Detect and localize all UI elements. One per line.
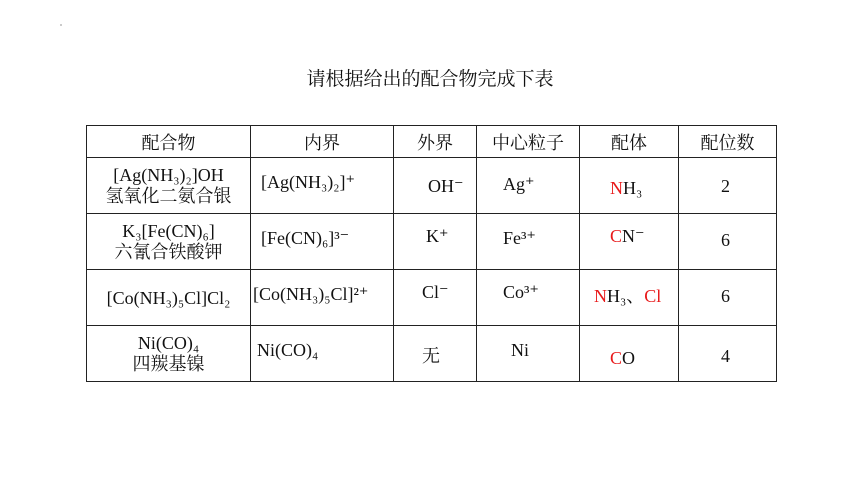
ligand-donor-atom: C — [610, 348, 623, 368]
inner-sphere-value: [Ag(NH₃)₂]⁺ — [261, 172, 356, 192]
inner-sphere-value: Ni(CO)₄ — [257, 340, 319, 360]
central-particle-value: Ni — [511, 340, 529, 360]
inner-sphere-value: [Co(NH₃)₅Cl]²⁺ — [253, 284, 369, 304]
header-compound: 配合物 — [87, 126, 251, 158]
header-central-particle: 中心粒子 — [477, 126, 580, 158]
ligand-value — [610, 348, 635, 369]
page-title: 请根据给出的配合物完成下表 — [306, 68, 554, 90]
ligand-value — [610, 178, 642, 199]
outer-cell — [394, 270, 477, 326]
ligand-rest: H₃ — [623, 178, 643, 198]
ligand-rest: N⁻ — [622, 226, 645, 246]
ligand-cell — [580, 270, 679, 326]
cn-cell — [679, 326, 777, 382]
coordination-number-value: 2 — [721, 176, 730, 196]
compound-cell — [87, 270, 251, 326]
coordination-number-value: 6 — [721, 286, 730, 306]
compound-formula: [Ag(NH₃)₂]OH — [113, 164, 224, 185]
outer-sphere-value: OH⁻ — [428, 176, 464, 196]
inner-cell — [251, 214, 394, 270]
center-cell — [477, 270, 580, 326]
ligand-cell — [580, 158, 679, 214]
ligand-rest: H₃、 — [607, 286, 645, 306]
ligand-cell — [580, 214, 679, 270]
decorative-dot — [60, 24, 62, 26]
header-outer-sphere: 外界 — [394, 126, 477, 158]
coordination-number-value: 4 — [721, 346, 730, 366]
compound-cell — [87, 158, 251, 214]
ligand-donor-atom: N — [594, 286, 607, 306]
inner-cell — [251, 158, 394, 214]
header-inner-sphere: 内界 — [251, 126, 394, 158]
header-coordination-number: 配位数 — [679, 126, 777, 158]
table-row — [87, 214, 777, 270]
central-particle-value: Fe³⁺ — [503, 228, 536, 248]
center-cell — [477, 214, 580, 270]
cn-cell — [679, 214, 777, 270]
compound-name: 氢氧化二氨合银 — [105, 185, 232, 207]
ligand-second: Cl — [644, 286, 662, 306]
inner-cell — [251, 326, 394, 382]
ligand-value — [610, 226, 645, 247]
central-particle-value: Co³⁺ — [503, 282, 539, 302]
compound-formula: K₃[Fe(CN)₆] — [122, 220, 215, 241]
inner-sphere-value: [Fe(CN)₆]³⁻ — [261, 228, 350, 248]
ligand-cell — [580, 326, 679, 382]
table-row — [87, 270, 777, 326]
compound-cell — [87, 326, 251, 382]
inner-cell — [251, 270, 394, 326]
center-cell — [477, 158, 580, 214]
coordination-number-value: 6 — [721, 230, 730, 250]
compound-name: 四羰基镍 — [132, 353, 205, 375]
compound-cell — [87, 214, 251, 270]
table-row — [87, 326, 777, 382]
table-row — [87, 158, 777, 214]
compound-formula: Ni(CO)₄ — [137, 332, 200, 353]
ligand-value — [594, 282, 661, 308]
ligand-donor-atom: C — [610, 226, 623, 246]
header-ligand: 配体 — [580, 126, 679, 158]
header-row — [87, 126, 777, 158]
outer-cell — [394, 158, 477, 214]
central-particle-value: Ag⁺ — [503, 174, 535, 194]
outer-cell — [394, 326, 477, 382]
cn-cell — [679, 270, 777, 326]
ligand-rest: O — [622, 348, 636, 368]
outer-sphere-value: Cl⁻ — [422, 282, 449, 302]
outer-cell — [394, 214, 477, 270]
center-cell — [477, 326, 580, 382]
cn-cell — [679, 158, 777, 214]
outer-sphere-value: K⁺ — [426, 226, 449, 246]
outer-sphere-value: 无 — [422, 346, 440, 367]
compound-formula: [Co(NH₃)₅Cl]Cl₂ — [106, 287, 231, 308]
complex-table — [86, 125, 777, 382]
compound-name: 六氰合铁酸钾 — [114, 241, 223, 263]
ligand-donor-atom: N — [610, 178, 623, 198]
